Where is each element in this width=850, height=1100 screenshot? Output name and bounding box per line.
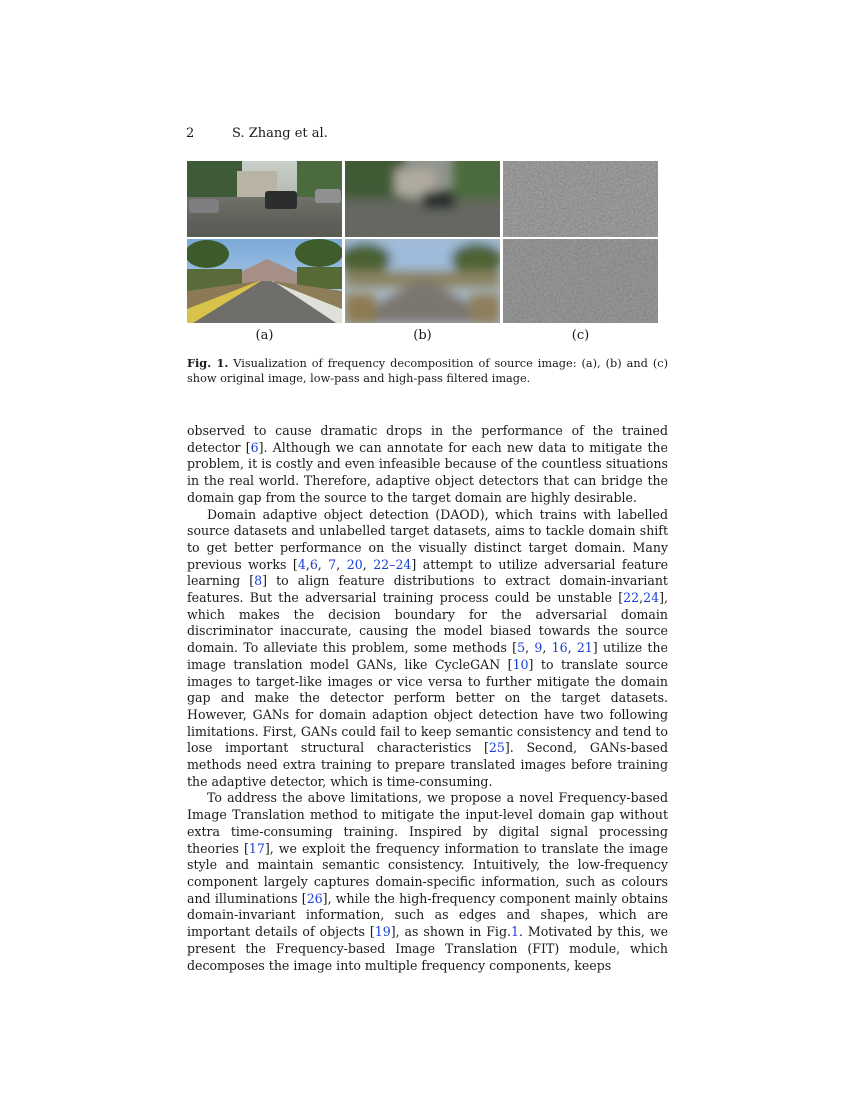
fig-b-cityscapes-lowpass [345, 161, 500, 237]
text-run: . Motivated by this, we present the Frequency-based Image Translation (FIT) module, which decomposes the image into multiple frequency components, keeps [187, 924, 668, 973]
citation-link[interactable]: 25 [488, 740, 505, 756]
text-run: , [525, 640, 535, 656]
page-number: 2 [186, 126, 195, 141]
text-run: , [542, 640, 552, 656]
citation-link[interactable]: 10 [512, 656, 529, 672]
text-run: ], as shown in Fig. [390, 924, 511, 940]
body-text [187, 423, 668, 974]
text-run: observed to cause dramatic drops in the performance of the trained detector [ [187, 423, 668, 455]
text-run: Domain adaptive object detection (DAOD), which trains with labelled source datasets and unlabelled target datasets, aims to tackle domain shift to get better performance on the visually distinct target domain. Many previous works [ [187, 506, 668, 572]
text-run: To address the above limitations, we propose a novel Frequency-based Image Translation method to mitigate the input-level domain gap without extra time-consuming training. Inspired by digital signal processing theories [ [187, 790, 668, 856]
text-run: ], we exploit the frequency information to translate the image style and maintain semantic consistency. Intuitively, the low-frequency component largely captures domain-specific information, such as colours and illuminations [ [187, 840, 668, 906]
text-run: , [336, 556, 347, 572]
text-run: , [317, 556, 329, 572]
panel-label-b: (b) [413, 328, 432, 343]
caption-label: Fig. 1. [187, 356, 229, 370]
citation-link[interactable]: 21 [576, 640, 593, 656]
running-header [186, 126, 328, 141]
text-run: , [305, 556, 310, 572]
caption-text: Visualization of frequency decomposition of source image: (a), (b) and (c) show original image, low-pass and high-pass filtered image. [187, 357, 669, 385]
citation-link[interactable]: 1 [510, 924, 519, 940]
citation-link[interactable]: 26 [306, 890, 323, 906]
paragraph [187, 790, 668, 974]
citation-link[interactable]: 6 [309, 556, 318, 572]
running-authors: S. Zhang et al. [232, 126, 328, 141]
text-run: , [639, 590, 644, 606]
citation-link[interactable]: 8 [254, 573, 263, 589]
citation-link[interactable]: 19 [374, 924, 391, 940]
citation-link[interactable]: 7 [328, 556, 337, 572]
citation-link[interactable]: 16 [551, 640, 568, 656]
panel-label-a: (a) [255, 328, 274, 343]
citation-link[interactable]: 22 [623, 590, 640, 606]
text-run: , [567, 640, 577, 656]
citation-link[interactable]: 17 [248, 840, 265, 856]
text-run: ] utilize the image translation model GANs, like CycleGAN [ [187, 640, 668, 672]
panel-label-c: (c) [571, 328, 590, 343]
citation-link[interactable]: 5 [517, 640, 526, 656]
citation-link[interactable]: 24 [643, 590, 660, 606]
text-run: ]. Although we can annotate for each new data to mitigate the problem, it is costly and even infeasible because of the countless situations in the real world. Therefore, adaptive object detectors that can bridge the domain gap from the source to the target domain are highly desirable. [187, 439, 668, 505]
paragraph [187, 507, 668, 791]
text-run: ], which makes the decision boundary for the adversarial domain discriminator inaccurate, causing the model biased towards the source domain. To alleviate this problem, some methods [ [187, 590, 668, 656]
citation-link[interactable]: 6 [250, 439, 259, 455]
citation-link[interactable]: 9 [534, 640, 543, 656]
text-run: ] to translate source images to target-like images or vice versa to further mitigate the domain gap and make the detector perform better on the target datasets. However, GANs for domain adaption object detection have two following limitations. First, GANs could fail to keep semantic consistency and tend to lose important structural characteristics [ [187, 656, 669, 756]
fig-b-gta-lowpass [345, 239, 500, 323]
citation-link[interactable]: 22–24 [373, 556, 412, 572]
fig-c-cityscapes-highpass [503, 161, 658, 237]
citation-link[interactable]: 4 [297, 556, 306, 572]
text-run: ]. Second, GANs-based methods need extra training to prepare translated images before training the adaptive detector, which is time-consuming. [187, 740, 668, 789]
text-run: ] attempt to utilize adversarial feature learning [ [187, 556, 669, 589]
citation-link[interactable]: 20 [346, 556, 363, 572]
text-run: ] to align feature distributions to extract domain-invariant features. But the adversarial training process could be unstable [ [187, 573, 668, 606]
fig-a-cityscapes-original [187, 161, 342, 237]
text-run: ], while the high-frequency component mainly obtains domain-invariant information, such as edges and shapes, which are important details of objects [ [187, 890, 668, 940]
paragraph [187, 423, 668, 507]
fig-a-gta-original [187, 239, 342, 323]
figure-caption [187, 356, 668, 386]
text-run: , [362, 556, 374, 572]
fig-c-gta-highpass [503, 239, 658, 323]
